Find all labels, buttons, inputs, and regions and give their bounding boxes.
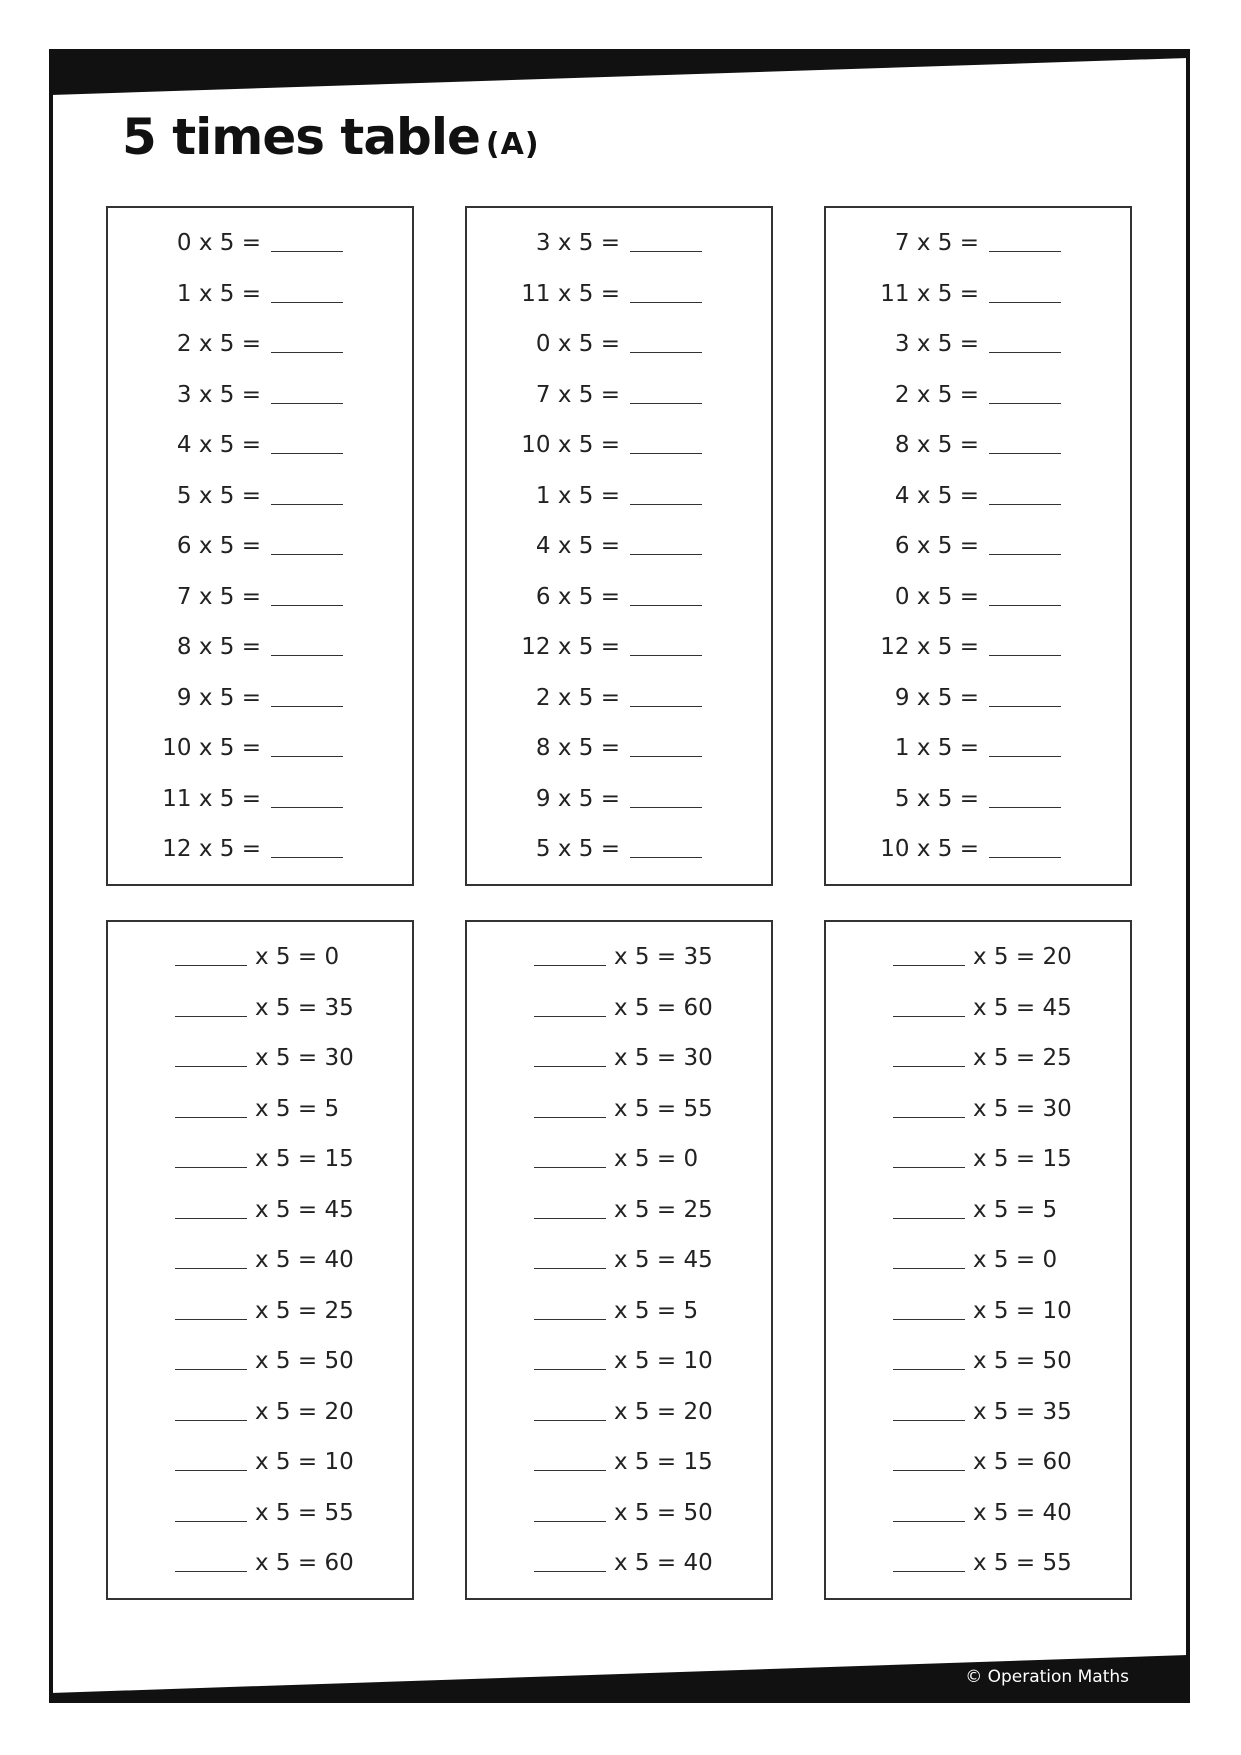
question-expression: x 5 = 40	[614, 1550, 713, 1577]
page-title	[122, 108, 540, 166]
question-box-reverse-3	[824, 920, 1132, 1600]
answer-blank[interactable]	[630, 251, 702, 252]
question-row	[108, 370, 412, 421]
question-row	[108, 1235, 412, 1286]
question-list	[826, 218, 1130, 875]
answer-blank[interactable]	[534, 1369, 606, 1370]
question-row	[467, 932, 771, 983]
question-row	[467, 1488, 771, 1539]
question-expression: x 5 = 5	[973, 1196, 1058, 1223]
answer-blank[interactable]	[630, 655, 702, 656]
question-row	[467, 622, 771, 673]
question-list	[467, 218, 771, 875]
question-row	[826, 1235, 1130, 1286]
question-expression: x 5 = 20	[255, 1398, 354, 1425]
question-row	[826, 774, 1130, 825]
question-expression: x 5 = 50	[973, 1348, 1072, 1375]
question-row	[467, 1033, 771, 1084]
answer-blank[interactable]	[175, 965, 247, 966]
question-row	[826, 673, 1130, 724]
question-row	[467, 521, 771, 572]
question-expression: 2 x 5 =	[176, 331, 261, 358]
answer-blank[interactable]	[893, 1167, 965, 1168]
question-expression: x 5 = 15	[973, 1146, 1072, 1173]
question-expression: x 5 = 40	[255, 1247, 354, 1274]
question-expression: 3 x 5 =	[176, 381, 261, 408]
answer-blank[interactable]	[271, 554, 343, 555]
question-expression: x 5 = 5	[614, 1297, 699, 1324]
answer-blank[interactable]	[989, 655, 1061, 656]
question-expression: x 5 = 15	[255, 1146, 354, 1173]
answer-blank[interactable]	[630, 352, 702, 353]
question-expression: x 5 = 0	[255, 944, 340, 971]
question-expression: 4 x 5 =	[535, 533, 620, 560]
question-row	[826, 420, 1130, 471]
question-row	[826, 218, 1130, 269]
answer-blank[interactable]	[271, 655, 343, 656]
question-expression: x 5 = 55	[614, 1095, 713, 1122]
question-row	[108, 218, 412, 269]
question-row	[826, 983, 1130, 1034]
answer-blank[interactable]	[534, 1167, 606, 1168]
answer-blank[interactable]	[175, 1117, 247, 1118]
question-expression: 6 x 5 =	[535, 583, 620, 610]
question-row	[826, 1437, 1130, 1488]
question-expression: 11 x 5 =	[162, 785, 261, 812]
answer-blank[interactable]	[534, 1571, 606, 1572]
question-row	[108, 1286, 412, 1337]
question-expression: x 5 = 25	[255, 1297, 354, 1324]
answer-blank[interactable]	[630, 403, 702, 404]
question-row	[108, 932, 412, 983]
question-row	[826, 723, 1130, 774]
question-row	[467, 1387, 771, 1438]
answer-blank[interactable]	[271, 504, 343, 505]
question-expression: 4 x 5 =	[176, 432, 261, 459]
question-row	[108, 824, 412, 875]
question-expression: 9 x 5 =	[894, 684, 979, 711]
answer-blank[interactable]	[175, 1319, 247, 1320]
question-row	[826, 824, 1130, 875]
answer-blank[interactable]	[175, 1369, 247, 1370]
question-expression: x 5 = 25	[973, 1045, 1072, 1072]
question-row	[108, 1387, 412, 1438]
question-row	[108, 983, 412, 1034]
question-list	[108, 932, 412, 1589]
question-row	[108, 1538, 412, 1589]
question-row	[467, 1084, 771, 1135]
question-row	[108, 521, 412, 572]
question-row	[108, 420, 412, 471]
question-expression: 12 x 5 =	[521, 634, 620, 661]
question-row	[826, 1488, 1130, 1539]
answer-blank[interactable]	[630, 807, 702, 808]
question-box-reverse-1	[106, 920, 414, 1600]
question-row	[467, 723, 771, 774]
question-row	[467, 471, 771, 522]
question-row	[467, 824, 771, 875]
question-row	[826, 572, 1130, 623]
question-row	[108, 774, 412, 825]
question-row	[826, 471, 1130, 522]
title-suffix: (A)	[485, 127, 540, 162]
question-expression: 7 x 5 =	[176, 583, 261, 610]
question-row	[826, 1084, 1130, 1135]
answer-blank[interactable]	[271, 453, 343, 454]
question-row	[826, 622, 1130, 673]
question-row	[467, 983, 771, 1034]
question-expression: 10 x 5 =	[521, 432, 620, 459]
question-expression: 2 x 5 =	[894, 381, 979, 408]
answer-blank[interactable]	[989, 504, 1061, 505]
question-expression: 7 x 5 =	[535, 381, 620, 408]
answer-blank[interactable]	[989, 251, 1061, 252]
question-row	[826, 1286, 1130, 1337]
question-expression: x 5 = 45	[614, 1247, 713, 1274]
question-expression: 12 x 5 =	[162, 836, 261, 863]
question-expression: 0 x 5 =	[894, 583, 979, 610]
question-row	[467, 1336, 771, 1387]
question-expression: 12 x 5 =	[880, 634, 979, 661]
question-row	[108, 723, 412, 774]
question-list	[826, 932, 1130, 1589]
question-expression: 10 x 5 =	[162, 735, 261, 762]
answer-blank[interactable]	[271, 605, 343, 606]
question-row	[467, 420, 771, 471]
answer-blank[interactable]	[175, 1521, 247, 1522]
question-expression: x 5 = 10	[973, 1297, 1072, 1324]
question-expression: 5 x 5 =	[535, 836, 620, 863]
question-box-forward-1	[106, 206, 414, 886]
answer-blank[interactable]	[989, 756, 1061, 757]
answer-blank[interactable]	[989, 302, 1061, 303]
question-row	[467, 1185, 771, 1236]
question-row	[826, 1185, 1130, 1236]
answer-blank[interactable]	[175, 1218, 247, 1219]
answer-blank[interactable]	[989, 554, 1061, 555]
question-expression: x 5 = 10	[255, 1449, 354, 1476]
question-expression: 3 x 5 =	[535, 230, 620, 257]
question-expression: x 5 = 0	[614, 1146, 699, 1173]
answer-blank[interactable]	[175, 1167, 247, 1168]
answer-blank[interactable]	[893, 1016, 965, 1017]
question-expression: x 5 = 35	[973, 1398, 1072, 1425]
answer-blank[interactable]	[893, 1369, 965, 1370]
question-expression: 2 x 5 =	[535, 684, 620, 711]
answer-blank[interactable]	[989, 857, 1061, 858]
answer-blank[interactable]	[893, 1218, 965, 1219]
answer-blank[interactable]	[271, 706, 343, 707]
question-expression: x 5 = 45	[255, 1196, 354, 1223]
question-row	[826, 1538, 1130, 1589]
question-row	[467, 1134, 771, 1185]
answer-blank[interactable]	[989, 453, 1061, 454]
answer-blank[interactable]	[175, 1470, 247, 1471]
top-banner-stripe	[51, 51, 1188, 95]
answer-blank[interactable]	[271, 251, 343, 252]
answer-blank[interactable]	[893, 1268, 965, 1269]
question-row	[108, 572, 412, 623]
question-row	[467, 370, 771, 421]
question-expression: x 5 = 35	[255, 994, 354, 1021]
answer-blank[interactable]	[175, 1571, 247, 1572]
question-expression: x 5 = 20	[614, 1398, 713, 1425]
question-row	[108, 319, 412, 370]
question-row	[467, 1437, 771, 1488]
question-box-reverse-2	[465, 920, 773, 1600]
question-expression: x 5 = 25	[614, 1196, 713, 1223]
question-expression: 11 x 5 =	[880, 280, 979, 307]
question-list	[467, 932, 771, 1589]
answer-blank[interactable]	[989, 403, 1061, 404]
answer-blank[interactable]	[534, 1319, 606, 1320]
question-row	[826, 521, 1130, 572]
answer-blank[interactable]	[534, 1420, 606, 1421]
question-row	[826, 269, 1130, 320]
question-expression: 4 x 5 =	[894, 482, 979, 509]
question-row	[826, 1336, 1130, 1387]
title-main: 5 times table	[122, 108, 480, 166]
answer-blank[interactable]	[630, 857, 702, 858]
question-row	[108, 269, 412, 320]
question-row	[108, 1033, 412, 1084]
question-expression: x 5 = 55	[255, 1499, 354, 1526]
question-expression: x 5 = 45	[973, 994, 1072, 1021]
question-expression: x 5 = 15	[614, 1449, 713, 1476]
answer-blank[interactable]	[893, 1521, 965, 1522]
answer-blank[interactable]	[534, 1218, 606, 1219]
question-row	[467, 218, 771, 269]
question-expression: x 5 = 55	[973, 1550, 1072, 1577]
answer-blank[interactable]	[630, 605, 702, 606]
answer-blank[interactable]	[271, 807, 343, 808]
answer-blank[interactable]	[893, 1470, 965, 1471]
answer-blank[interactable]	[534, 965, 606, 966]
answer-blank[interactable]	[893, 1420, 965, 1421]
answer-blank[interactable]	[175, 1420, 247, 1421]
answer-blank[interactable]	[630, 302, 702, 303]
question-expression: 6 x 5 =	[176, 533, 261, 560]
question-expression: 11 x 5 =	[521, 280, 620, 307]
question-row	[108, 471, 412, 522]
question-expression: 1 x 5 =	[535, 482, 620, 509]
question-expression: x 5 = 20	[973, 944, 1072, 971]
question-expression: 10 x 5 =	[880, 836, 979, 863]
question-row	[826, 1387, 1130, 1438]
question-expression: 8 x 5 =	[894, 432, 979, 459]
question-expression: 6 x 5 =	[894, 533, 979, 560]
answer-blank[interactable]	[893, 1117, 965, 1118]
question-expression: 8 x 5 =	[176, 634, 261, 661]
question-row	[826, 1134, 1130, 1185]
answer-blank[interactable]	[271, 857, 343, 858]
question-expression: 0 x 5 =	[535, 331, 620, 358]
answer-blank[interactable]	[175, 1268, 247, 1269]
answer-blank[interactable]	[534, 1066, 606, 1067]
question-row	[467, 774, 771, 825]
question-row	[467, 572, 771, 623]
question-row	[826, 1033, 1130, 1084]
question-row	[108, 1437, 412, 1488]
question-row	[467, 673, 771, 724]
question-box-forward-2	[465, 206, 773, 886]
question-expression: 1 x 5 =	[894, 735, 979, 762]
question-row	[467, 269, 771, 320]
answer-blank[interactable]	[989, 352, 1061, 353]
question-expression: x 5 = 40	[973, 1499, 1072, 1526]
question-row	[108, 1488, 412, 1539]
answer-blank[interactable]	[534, 1016, 606, 1017]
question-expression: x 5 = 30	[614, 1045, 713, 1072]
question-row	[108, 1185, 412, 1236]
question-row	[826, 932, 1130, 983]
question-expression: x 5 = 5	[255, 1095, 340, 1122]
question-expression: x 5 = 35	[614, 944, 713, 971]
answer-blank[interactable]	[893, 1066, 965, 1067]
answer-blank[interactable]	[989, 706, 1061, 707]
question-expression: 9 x 5 =	[535, 785, 620, 812]
answer-blank[interactable]	[534, 1521, 606, 1522]
question-row	[108, 673, 412, 724]
answer-blank[interactable]	[534, 1470, 606, 1471]
copyright-text: © Operation Maths	[965, 1667, 1129, 1687]
question-row	[826, 370, 1130, 421]
question-expression: 5 x 5 =	[894, 785, 979, 812]
question-row	[467, 319, 771, 370]
question-expression: x 5 = 30	[973, 1095, 1072, 1122]
answer-blank[interactable]	[534, 1117, 606, 1118]
answer-blank[interactable]	[271, 403, 343, 404]
question-expression: x 5 = 60	[255, 1550, 354, 1577]
question-expression: 0 x 5 =	[176, 230, 261, 257]
answer-blank[interactable]	[271, 302, 343, 303]
answer-blank[interactable]	[271, 352, 343, 353]
question-expression: 3 x 5 =	[894, 331, 979, 358]
answer-blank[interactable]	[175, 1066, 247, 1067]
answer-blank[interactable]	[989, 605, 1061, 606]
question-row	[108, 622, 412, 673]
question-expression: x 5 = 50	[614, 1499, 713, 1526]
question-expression: 7 x 5 =	[894, 230, 979, 257]
question-row	[467, 1286, 771, 1337]
question-expression: x 5 = 10	[614, 1348, 713, 1375]
question-row	[467, 1235, 771, 1286]
question-expression: x 5 = 60	[973, 1449, 1072, 1476]
answer-blank[interactable]	[630, 453, 702, 454]
question-expression: 8 x 5 =	[535, 735, 620, 762]
question-expression: 9 x 5 =	[176, 684, 261, 711]
question-row	[826, 319, 1130, 370]
question-expression: x 5 = 30	[255, 1045, 354, 1072]
question-row	[108, 1084, 412, 1135]
question-list	[108, 218, 412, 875]
question-row	[108, 1134, 412, 1185]
question-row	[467, 1538, 771, 1589]
question-expression: x 5 = 50	[255, 1348, 354, 1375]
question-expression: 5 x 5 =	[176, 482, 261, 509]
answer-blank[interactable]	[893, 1319, 965, 1320]
answer-blank[interactable]	[630, 706, 702, 707]
answer-blank[interactable]	[534, 1268, 606, 1269]
answer-blank[interactable]	[630, 504, 702, 505]
answer-blank[interactable]	[989, 807, 1061, 808]
answer-blank[interactable]	[893, 965, 965, 966]
question-row	[108, 1336, 412, 1387]
answer-blank[interactable]	[175, 1016, 247, 1017]
question-expression: x 5 = 60	[614, 994, 713, 1021]
question-expression: x 5 = 0	[973, 1247, 1058, 1274]
question-box-forward-3	[824, 206, 1132, 886]
question-expression: 1 x 5 =	[176, 280, 261, 307]
answer-blank[interactable]	[893, 1571, 965, 1572]
answer-blank[interactable]	[630, 554, 702, 555]
answer-blank[interactable]	[271, 756, 343, 757]
answer-blank[interactable]	[630, 756, 702, 757]
